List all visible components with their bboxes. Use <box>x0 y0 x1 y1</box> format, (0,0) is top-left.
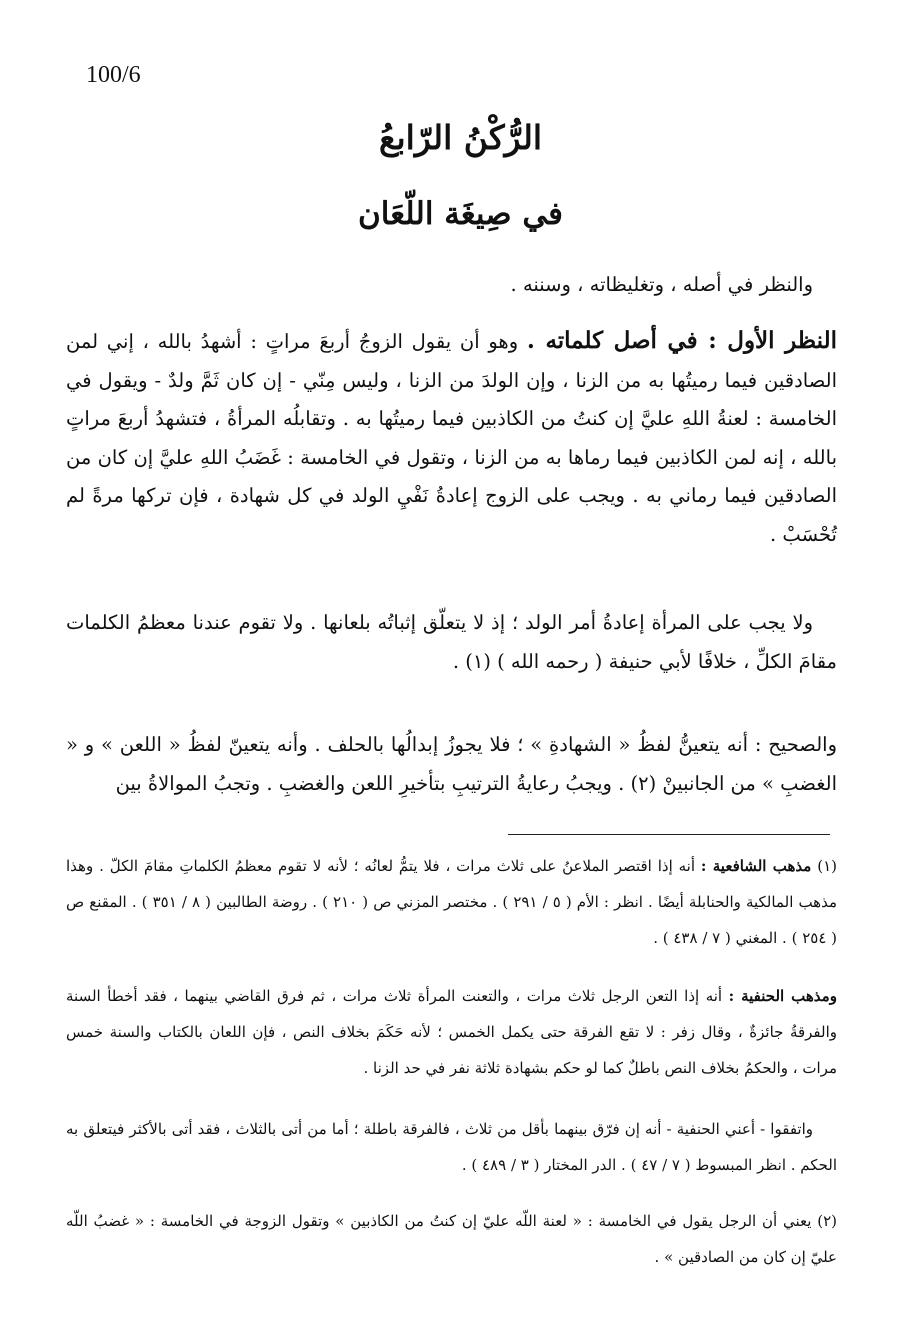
intro-paragraph <box>66 266 837 305</box>
paragraph-2-text: ولا يجب على المرأة إعادةُ أمر الولد ؛ إذ لا يتعلّق إثباتُه بلعانها . ولا تقوم عندنا معظمُ الكلمات مقامَ الكلِّ ، خلافًا لأبي حنيفة ( رحمه الله ) (١) . <box>66 611 837 673</box>
page-number: 100/6 <box>86 62 141 88</box>
footnote-divider <box>508 834 830 835</box>
footnote-1-hanafi <box>66 978 837 1086</box>
footnote-1-hanafi-lead: ومذهب الحنفية : <box>728 987 837 1005</box>
footnote-2 <box>66 1203 837 1275</box>
paragraph-3 <box>66 726 837 803</box>
paragraph-3-text: والصحيح : أنه يتعينُّ لفظُ « الشهادةِ » ؛ فلا يجوزُ إبدالُها بالحلف . وأنه يتعينّ لفظُ « اللعن » و « الغضبِ » من الجانبينْ (٢) . ويجبُ رعايةُ الترتيبِ بتأخيرِ اللعن والغضبِ . وتجبُ الموالاةُ بين <box>66 733 837 795</box>
footnote-1-hanafi-text: أنه إذا التعن الرجل ثلاث مرات ، والتعنت المرأة ثلاث مرات ، ثم فرق القاضي بينهما ، فقد أخطأ السنة والفرقةُ جائزةٌ ، وقال زفر : لا تقع الفرقة حتى يكمل الخمس ؛ لأنه حَكَمَ بخلاف النص ، فإن اللعان بالكتاب والسنة خمس مرات ، والحكمُ بخلاف النص باطلٌ كما لو حكم بشهادة ثلاثة نفر في حد الزنا . <box>66 987 837 1077</box>
paragraph-2 <box>66 604 837 681</box>
section-1-heading: النظر الأول : في أصل كلماته . <box>526 327 837 354</box>
footnote-1-lead: مذهب الشافعية : <box>700 857 812 875</box>
chapter-subtitle: في صِيغَة اللّعَان <box>358 196 563 232</box>
footnote-2-number: (٢) <box>817 1212 837 1230</box>
footnote-1-text: أنه إذا اقتصر الملاعنُ على ثلاث مرات ، فلا يتمُّ لعانُه ؛ لأنه لا تقوم معظمُ الكلماتِ مقامَ الكلّ . وهذا مذهب المالكية والحنابلة أيضًا . انظر : الأم ( ٥ / ٢٩١ ) . مختصر المزني ص ( ٢١٠ ) . روضة الطالبين ( ٨ / ٣٥١ ) . المقنع ص ( ٢٥٤ ) . المغني ( ٧ / ٤٣٨ ) . <box>66 857 837 947</box>
footnote-1-number: (١) <box>817 857 837 875</box>
footnote-1-agreement <box>66 1111 837 1183</box>
footnote-2-text: يعني أن الرجل يقول في الخامسة : « لعنة اللّه عليّ إن كنتُ من الكاذبين » وتقول الزوجة في الخامسة : « غضبُ اللّه عليّ إن كان من الصادقين » . <box>66 1212 837 1266</box>
section-1-text: وهو أن يقول الزوجُ أربعَ مراتٍ : أشهدُ بالله ، إني لمن الصادقين فيما رميتُها به من الزنا ، وإن الولدَ من الزنا ، وليس مِنّي - إن كان ثَمَّ ولدٌ - ويقول في الخامسة : لعنةُ اللهِ عليَّ إن كنتُ من الكاذبين فيما رميتُها به . وتقابلُه المرأةُ ، فتشهدُ أربعَ مراتٍ بالله ، إنه لمن الكاذبين فيما رماها به من الزنا ، وتقول في الخامسة : غَضَبُ اللهِ عليَّ إن كان من الصادقين فيما رماني به . ويجب على الزوج إعادةُ نَفْيِ الولد في كل شهادة ، فإن تركها مرةً لم تُحْسَبْ . <box>66 330 837 546</box>
footnote-1 <box>66 848 837 956</box>
section-1-paragraph <box>66 322 837 554</box>
chapter-title: الرُّكْنُ الرّابعُ <box>378 118 543 157</box>
footnote-1-agreement-text: واتفقوا - أعني الحنفية - أنه إن فرّق بينهما بأقل من ثلاث ، فالفرقة باطلة ؛ أما من أتى بالثلاث ، فقد أتى بالأكثر فيتعلق به الحكم . انظر المبسوط ( ٧ / ٤٧ ) . الدر المختار ( ٣ / ٤٨٩ ) . <box>66 1120 837 1174</box>
intro-text: والنظر في أصله ، وتغليظاته ، وسننه . <box>510 273 813 296</box>
